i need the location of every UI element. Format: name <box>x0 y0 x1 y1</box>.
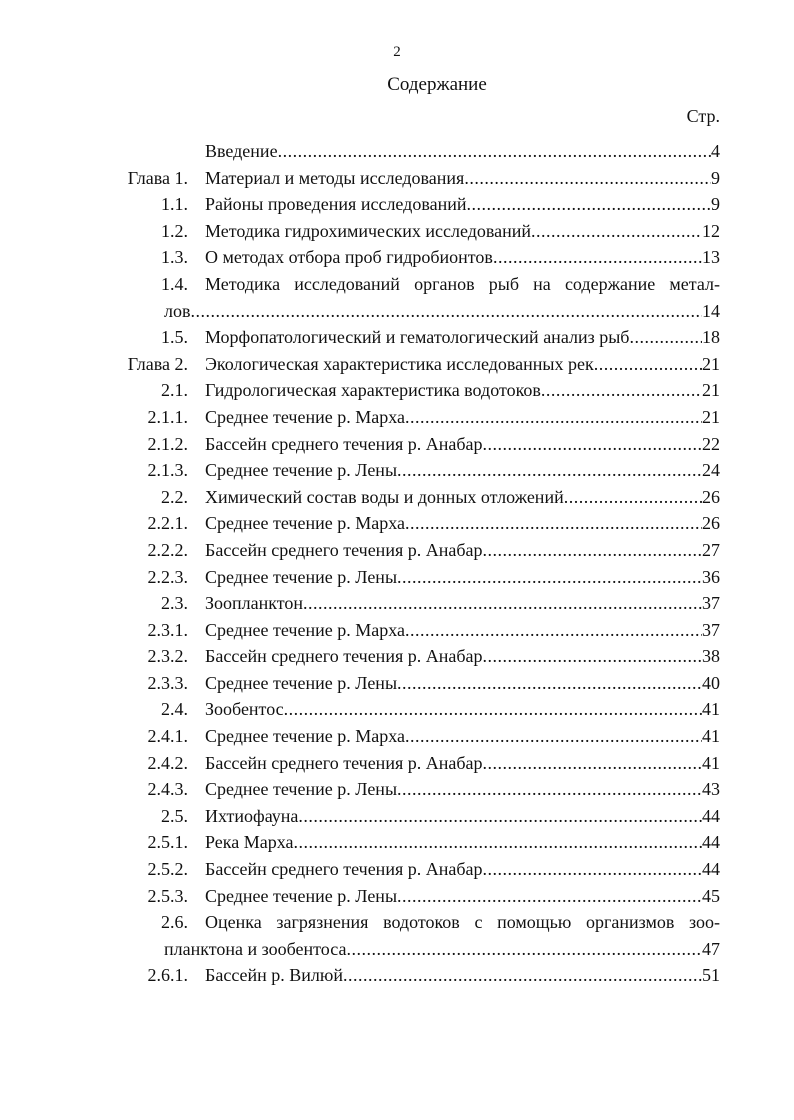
toc-title: Среднее течение р. Лены <box>205 460 398 481</box>
toc-entry <box>205 856 720 883</box>
toc-page: 22 <box>702 433 720 454</box>
toc-page: 14 <box>702 300 720 321</box>
toc-entry <box>205 590 720 617</box>
toc-title: Среднее течение р. Лены <box>205 672 398 693</box>
toc-leader <box>531 218 702 245</box>
toc-page: 38 <box>702 646 720 667</box>
toc-entry <box>205 696 720 723</box>
toc-entry <box>205 377 720 404</box>
toc-number: 2.4.1. <box>147 726 188 747</box>
toc-page: 44 <box>702 859 720 880</box>
toc-number: 2.6.1. <box>147 965 188 986</box>
toc-leader <box>405 404 702 431</box>
toc-row <box>0 723 794 750</box>
toc-number: 1.2. <box>161 220 188 241</box>
toc-title: Среднее течение р. Лены <box>205 566 398 587</box>
toc-row <box>0 909 794 936</box>
toc-leader <box>346 936 702 963</box>
toc-title: Бассейн среднего течения р. Анабар <box>205 752 483 773</box>
toc-row <box>0 404 794 431</box>
toc-number: 2.3.1. <box>147 619 188 640</box>
toc-row <box>0 457 794 484</box>
toc-row <box>0 244 794 271</box>
toc-number: 2.3.2. <box>147 646 188 667</box>
toc-page: 9 <box>711 194 720 215</box>
toc-leader <box>405 510 702 537</box>
toc-row <box>0 271 794 298</box>
toc-number: 2.5.3. <box>147 885 188 906</box>
toc-title: Методика гидрохимических исследований <box>205 220 532 241</box>
toc-leader <box>483 856 703 883</box>
toc-entry <box>205 829 720 856</box>
toc-row <box>0 643 794 670</box>
toc-entry <box>205 617 720 644</box>
toc-entry <box>205 537 720 564</box>
toc-number: 2.2.2. <box>147 539 188 560</box>
toc-row <box>0 138 794 165</box>
toc-page: 45 <box>702 885 720 906</box>
toc-leader <box>629 324 702 351</box>
toc-leader <box>397 776 702 803</box>
toc-page: 43 <box>702 779 720 800</box>
toc-number: 1.3. <box>161 247 188 268</box>
toc-page: 26 <box>702 486 720 507</box>
toc-number: 2.1.3. <box>147 460 188 481</box>
toc-title: Зообентос <box>205 699 284 720</box>
toc-page: 51 <box>702 965 720 986</box>
toc-title: Химический состав воды и донных отложений <box>205 486 564 507</box>
toc-entry <box>205 218 720 245</box>
toc-row <box>0 510 794 537</box>
toc-leader <box>397 457 702 484</box>
toc-number: 2.4.2. <box>147 752 188 773</box>
toc-page: 13 <box>702 247 720 268</box>
toc-leader <box>343 962 702 989</box>
toc-leader <box>541 377 702 404</box>
toc-entry <box>205 191 720 218</box>
toc-row <box>0 564 794 591</box>
toc-page: 26 <box>702 513 720 534</box>
toc-page: 41 <box>702 752 720 773</box>
toc-row <box>0 191 794 218</box>
toc-page: 41 <box>702 699 720 720</box>
toc-entry <box>205 776 720 803</box>
toc-entry <box>205 484 720 511</box>
toc-number: 2.1. <box>161 380 188 401</box>
toc-title: Среднее течение р. Лены <box>205 779 398 800</box>
toc-number: 2.2.3. <box>147 566 188 587</box>
toc-page: 21 <box>702 380 720 401</box>
toc-number: 2.5. <box>161 805 188 826</box>
toc-leader <box>466 191 711 218</box>
table-of-contents <box>0 138 794 989</box>
toc-title: Река Марха <box>205 832 294 853</box>
toc-leader <box>397 883 702 910</box>
toc-row <box>0 696 794 723</box>
toc-number: 2.5.2. <box>147 859 188 880</box>
toc-title: Материал и методы исследования <box>205 167 465 188</box>
toc-leader <box>298 803 702 830</box>
toc-entry <box>205 431 720 458</box>
toc-title: Районы проведения исследований <box>205 194 467 215</box>
toc-title: О методах отбора проб гидробионтов <box>205 247 493 268</box>
toc-title: Бассейн среднего течения р. Анабар <box>205 646 483 667</box>
toc-leader <box>397 564 702 591</box>
toc-leader <box>278 138 711 165</box>
toc-title-line1: Методика исследований органов рыб на содержание метал- <box>205 273 720 294</box>
toc-leader <box>464 165 711 192</box>
toc-leader <box>483 537 703 564</box>
toc-page: 37 <box>702 593 720 614</box>
toc-row <box>0 829 794 856</box>
toc-number: 2.5.1. <box>147 832 188 853</box>
toc-page: 44 <box>702 832 720 853</box>
toc-entry <box>205 803 720 830</box>
toc-number: 2.6. <box>161 912 188 933</box>
toc-number: 2.3.3. <box>147 672 188 693</box>
toc-title: Зоопланктон <box>205 593 304 614</box>
toc-title: Бассейн р. Вилюй <box>205 965 343 986</box>
toc-row <box>0 750 794 777</box>
toc-title-line1: Оценка загрязнения водотоков с помощью организмов зоо- <box>205 912 720 933</box>
toc-page: 18 <box>702 327 720 348</box>
toc-row-continuation <box>0 298 794 325</box>
page-number: 2 <box>393 44 401 60</box>
toc-title: Среднее течение р. Марха <box>205 513 405 534</box>
toc-leader <box>483 431 703 458</box>
toc-page: 12 <box>702 220 720 241</box>
toc-leader <box>493 244 702 271</box>
toc-title: Гидрологическая характеристика водотоков <box>205 380 541 401</box>
toc-row <box>0 883 794 910</box>
toc-page: 27 <box>702 539 720 560</box>
toc-page: 4 <box>711 141 720 161</box>
toc-row <box>0 670 794 697</box>
toc-number: 2.2.1. <box>147 513 188 534</box>
toc-leader <box>293 829 702 856</box>
toc-title: Морфопатологический и гематологический анализ рыб <box>205 327 630 348</box>
toc-leader <box>594 351 702 378</box>
toc-page: 47 <box>702 938 720 959</box>
toc-row <box>0 484 794 511</box>
toc-leader <box>483 750 703 777</box>
toc-row <box>0 351 794 378</box>
toc-title-line2: лов <box>164 300 191 321</box>
page-column-label: Стр. <box>686 106 720 126</box>
toc-leader <box>284 696 702 723</box>
toc-entry <box>205 723 720 750</box>
toc-row <box>0 165 794 192</box>
toc-number: 2.4.3. <box>147 779 188 800</box>
toc-title: Среднее течение р. Марха <box>205 726 405 747</box>
toc-title: Бассейн среднего течения р. Анабар <box>205 539 483 560</box>
toc-entry <box>205 244 720 271</box>
toc-page: 21 <box>702 406 720 427</box>
toc-row <box>0 324 794 351</box>
toc-number: 2.1.1. <box>147 406 188 427</box>
toc-number: 1.4. <box>161 273 188 294</box>
toc-row <box>0 962 794 989</box>
toc-page: 44 <box>702 805 720 826</box>
toc-entry <box>205 457 720 484</box>
toc-entry <box>205 138 720 165</box>
toc-number: 2.3. <box>161 593 188 614</box>
toc-row <box>0 590 794 617</box>
toc-title: Бассейн среднего течения р. Анабар <box>205 433 483 454</box>
toc-entry <box>205 670 720 697</box>
toc-entry <box>205 324 720 351</box>
toc-title: Бассейн среднего течения р. Анабар <box>205 859 483 880</box>
toc-entry <box>205 962 720 989</box>
toc-number: 1.1. <box>161 194 188 215</box>
toc-page: 37 <box>702 619 720 640</box>
toc-leader <box>405 617 702 644</box>
toc-title: Среднее течение р. Лены <box>205 885 398 906</box>
toc-entry <box>205 643 720 670</box>
toc-entry <box>164 298 720 325</box>
toc-page: 24 <box>702 460 720 481</box>
toc-entry <box>164 936 720 963</box>
toc-leader <box>190 298 702 325</box>
toc-title-line2: планктона и зообентоса <box>164 938 347 959</box>
toc-row <box>0 803 794 830</box>
toc-number: 2.4. <box>161 699 188 720</box>
toc-page: 41 <box>702 726 720 747</box>
toc-number: 2.1.2. <box>147 433 188 454</box>
toc-row <box>0 856 794 883</box>
toc-title: Введение <box>205 141 278 161</box>
toc-row-continuation <box>0 936 794 963</box>
toc-leader <box>397 670 702 697</box>
toc-page: 21 <box>702 353 720 374</box>
toc-entry <box>205 564 720 591</box>
toc-entry <box>205 404 720 431</box>
toc-entry <box>205 883 720 910</box>
toc-leader <box>564 484 702 511</box>
page-title: Содержание <box>387 74 487 95</box>
toc-number: Глава 1. <box>127 167 188 188</box>
toc-row <box>0 218 794 245</box>
toc-page: 36 <box>702 566 720 587</box>
toc-leader <box>303 590 702 617</box>
toc-title: Среднее течение р. Марха <box>205 619 405 640</box>
toc-leader <box>483 643 703 670</box>
toc-title: Среднее течение р. Марха <box>205 406 405 427</box>
toc-page: 9 <box>711 167 720 188</box>
toc-entry <box>205 750 720 777</box>
toc-row <box>0 377 794 404</box>
toc-leader <box>405 723 702 750</box>
toc-title: Ихтиофауна <box>205 805 299 826</box>
toc-row <box>0 431 794 458</box>
toc-number: Глава 2. <box>127 353 188 374</box>
toc-entry <box>205 351 720 378</box>
toc-page: 40 <box>702 672 720 693</box>
toc-entry <box>205 165 720 192</box>
toc-row <box>0 537 794 564</box>
toc-number: 1.5. <box>161 327 188 348</box>
toc-title: Экологическая характеристика исследованных рек <box>205 353 594 374</box>
toc-row <box>0 617 794 644</box>
toc-number: 2.2. <box>161 486 188 507</box>
toc-row <box>0 776 794 803</box>
toc-entry <box>205 510 720 537</box>
